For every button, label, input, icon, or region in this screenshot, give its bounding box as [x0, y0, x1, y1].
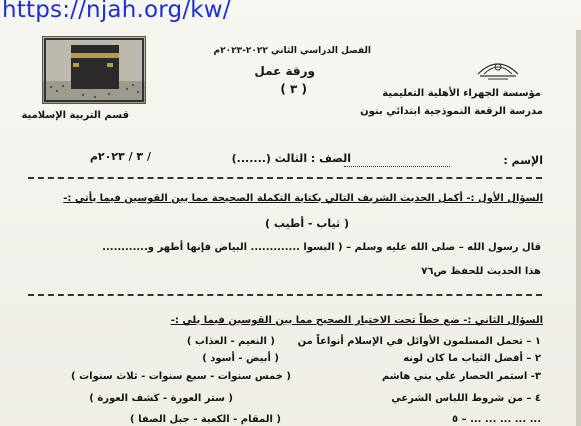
q2-item-4-text: ٤ – من شروط اللباس الشرعي: [391, 393, 541, 404]
q2-item-5-text: ٥ – ... ... ... ... ...: [452, 414, 541, 425]
q2-item-3-text: ٣- استمر الحصار علي بني هاشم: [381, 371, 541, 382]
q2-item-4-options: ( ستر العورة - كشف العورة ): [89, 393, 233, 404]
question-1-note: هذا الحديث للحفظ ص٧٦: [421, 266, 541, 277]
q2-item-1-text: ١ – تحمل المسلمون الأوائل في الإسلام أنواعاً من: [297, 336, 541, 347]
question-1-title: السؤال الأول :- أكمل الحديث الشريف التالي بكتابة التكملة الصحيحة مما بين القوسين فيما يأتي :-: [63, 193, 543, 204]
school-logo: [474, 52, 522, 82]
q2-item-5-options: ( المقام - الكعبة - جبل الصفا ): [130, 414, 281, 425]
grade-label: الصف : الثالث (.......): [231, 152, 351, 165]
question-1-options: ( ثياب - أطيب ): [264, 217, 349, 230]
student-name-label: الإسم :: [503, 154, 543, 167]
question-1-hadith: قال رسول الله – صلى الله عليه وسلم – ( البسوا ............. البياض فإنها أطهر و............: [102, 242, 541, 253]
q2-item-2-options: ( أبيض - أسود ): [202, 353, 279, 364]
question-2-title: السؤال الثاني :- ضع خطاً تحت الاختيار الصحيح مما بين القوسين فيما يلي :-: [170, 315, 543, 326]
kaaba-photo: [42, 36, 146, 104]
worksheet-number: ( ٣ ): [280, 82, 307, 96]
name-field-line: [344, 166, 450, 167]
worksheet-title: ورقة عمل: [254, 64, 315, 78]
department-label: قسم التربية الإسلامية: [21, 110, 129, 121]
divider-1: [28, 177, 542, 179]
school-name: مدرسة الرقعة النموذجية ابتدائي بنون: [360, 106, 543, 117]
term-label: الفصل الدراسي الثاني ٢٠٢٢-٢٠٢٣م: [213, 46, 371, 56]
q2-item-2-text: ٢ – أفضل الثياب ما كان لونه: [403, 353, 541, 364]
institution-name: مؤسسة الجهراء الأهلية التعليمية: [382, 88, 541, 99]
q2-item-1-options: ( النعيم - العذاب ): [186, 336, 275, 347]
divider-2: [28, 294, 542, 296]
watermark-url: https://njah.org/kw/: [2, 0, 231, 23]
q2-item-3-options: ( خمس سنوات - سبع سنوات - ثلاث سنوات ): [71, 371, 291, 382]
date-label: / ٣ / ٢٠٢٣م: [89, 150, 151, 163]
page-edge-shadow: [576, 30, 581, 426]
